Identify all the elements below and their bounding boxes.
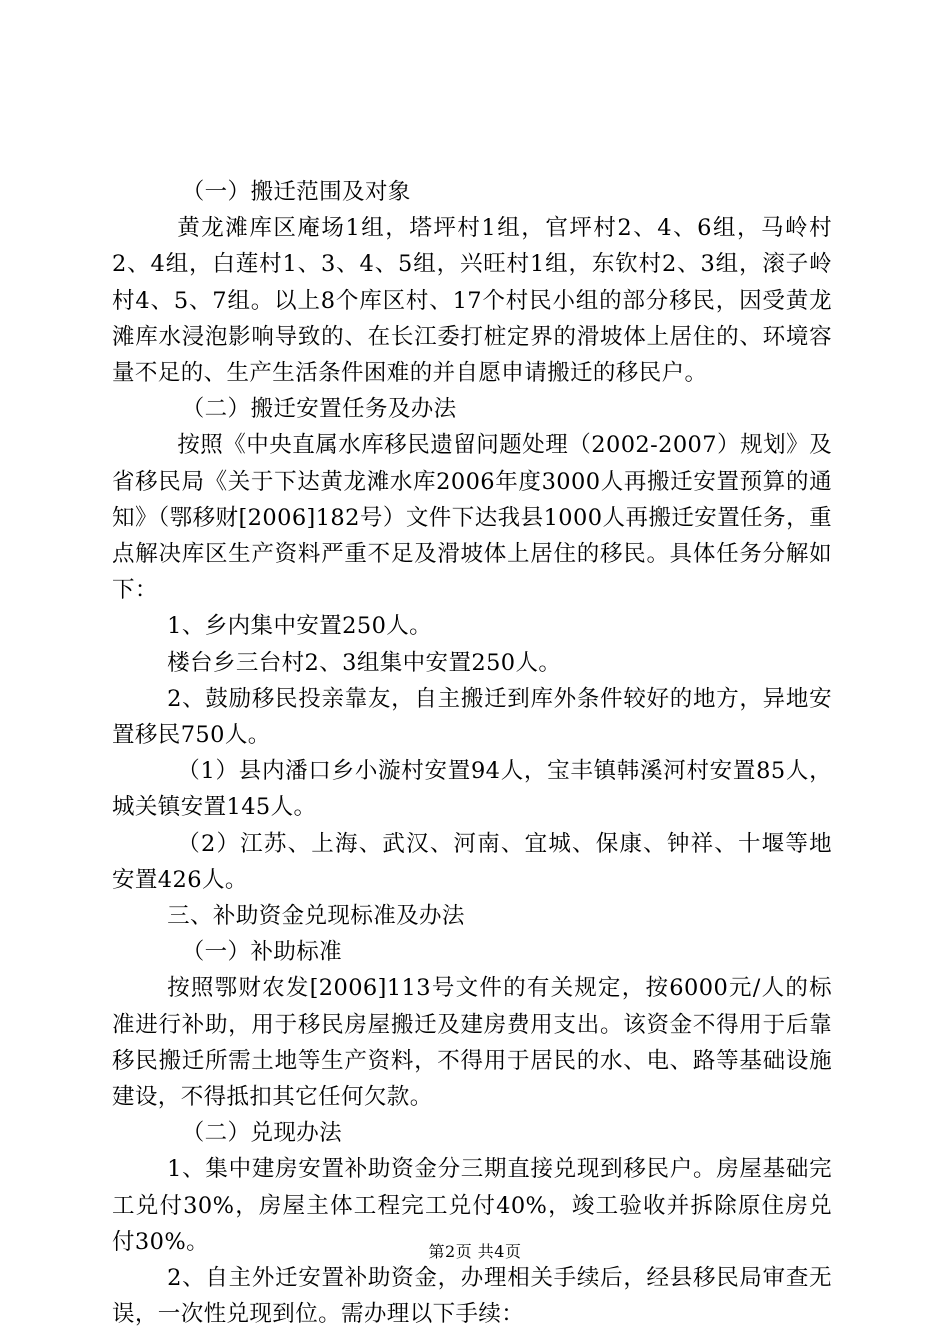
paragraph-subsidy-standard: 按照鄂财农发[2006]113号文件的有关规定，按6000元/人的标准进行补助，用于移民房屋搬迁及建房费用支出。该资金不得用于后靠移民搬迁所需土地等生产资料，不得用于居民的水、电、路等基础设施建设，不得抵扣其它任何欠款。 [112, 975, 832, 1111]
paragraph-relocation-scope: 黄龙滩库区庵场1组，塔坪村1组，官坪村2、4、6组，马岭村2、4组，白莲村1、3、4、5组，兴旺村1组，东钦村2、3组，滚子岭村4、5、7组。以上8个库区村、17个村民小组的部分移民，因受黄龙滩库水浸泡影响导致的、在长江委打桩定界的滑坡体上居住的、环境容量不足的、生产生活条件困难的并自愿申请搬迁的移民户。 [112, 215, 832, 387]
paragraph-item-2-sub-2: （2）江苏、上海、武汉、河南、宜城、保康、钟祥、十堰等地安置426人。 [112, 830, 832, 893]
section-heading-relocation-scope: （一）搬迁范围及对象 [181, 179, 411, 205]
paragraph-item-2: 2、鼓励移民投亲靠友，自主搬迁到库外条件较好的地方，异地安置移民750人。 [112, 685, 832, 749]
section-heading-relocation-tasks: （二）搬迁安置任务及办法 [181, 396, 457, 423]
section-heading-payment-method: （二）兑现办法 [181, 1120, 343, 1147]
paragraph-payment-method-1: 1、集中建房安置补助资金分三期直接兑现到移民户。房屋基础完工兑付30%，房屋主体工程完工兑付40%，竣工验收并拆除原住房兑付30%。 [112, 1156, 832, 1255]
paragraph-item-2-sub-1: （1）县内潘口乡小漩村安置94人，宝丰镇韩溪河村安置85人，城关镇安置145人。 [112, 758, 832, 821]
paragraph-item-1: 1、乡内集中安置250人。 [167, 613, 433, 640]
paragraph-relocation-tasks: 按照《中央直属水库移民遗留问题处理（2002-2007）规划》及省移民局《关于下达黄龙滩水库2006年度3000人再搬迁安置预算的通知》（鄂移财[2006]182号）文件下达我县1000人再搬迁安置任务，重点解决库区生产资料严重不足及滑坡体上居住的移民。具体任务分解如下： [112, 432, 832, 604]
paragraph-payment-method-2: 2、自主外迁安置补助资金，办理相关手续后，经县移民局审查无误，一次性兑现到位。需办理以下手续： [112, 1265, 832, 1328]
section-heading-subsidy-standard: （一）补助标准 [181, 939, 343, 966]
paragraph-item-1-detail: 楼台乡三台村2、3组集中安置250人。 [167, 649, 562, 676]
page-number-footer: 第2页 共4页 [428, 1242, 522, 1261]
section-heading-subsidy: 三、补助资金兑现标准及办法 [167, 903, 465, 930]
document-body [112, 174, 832, 1333]
